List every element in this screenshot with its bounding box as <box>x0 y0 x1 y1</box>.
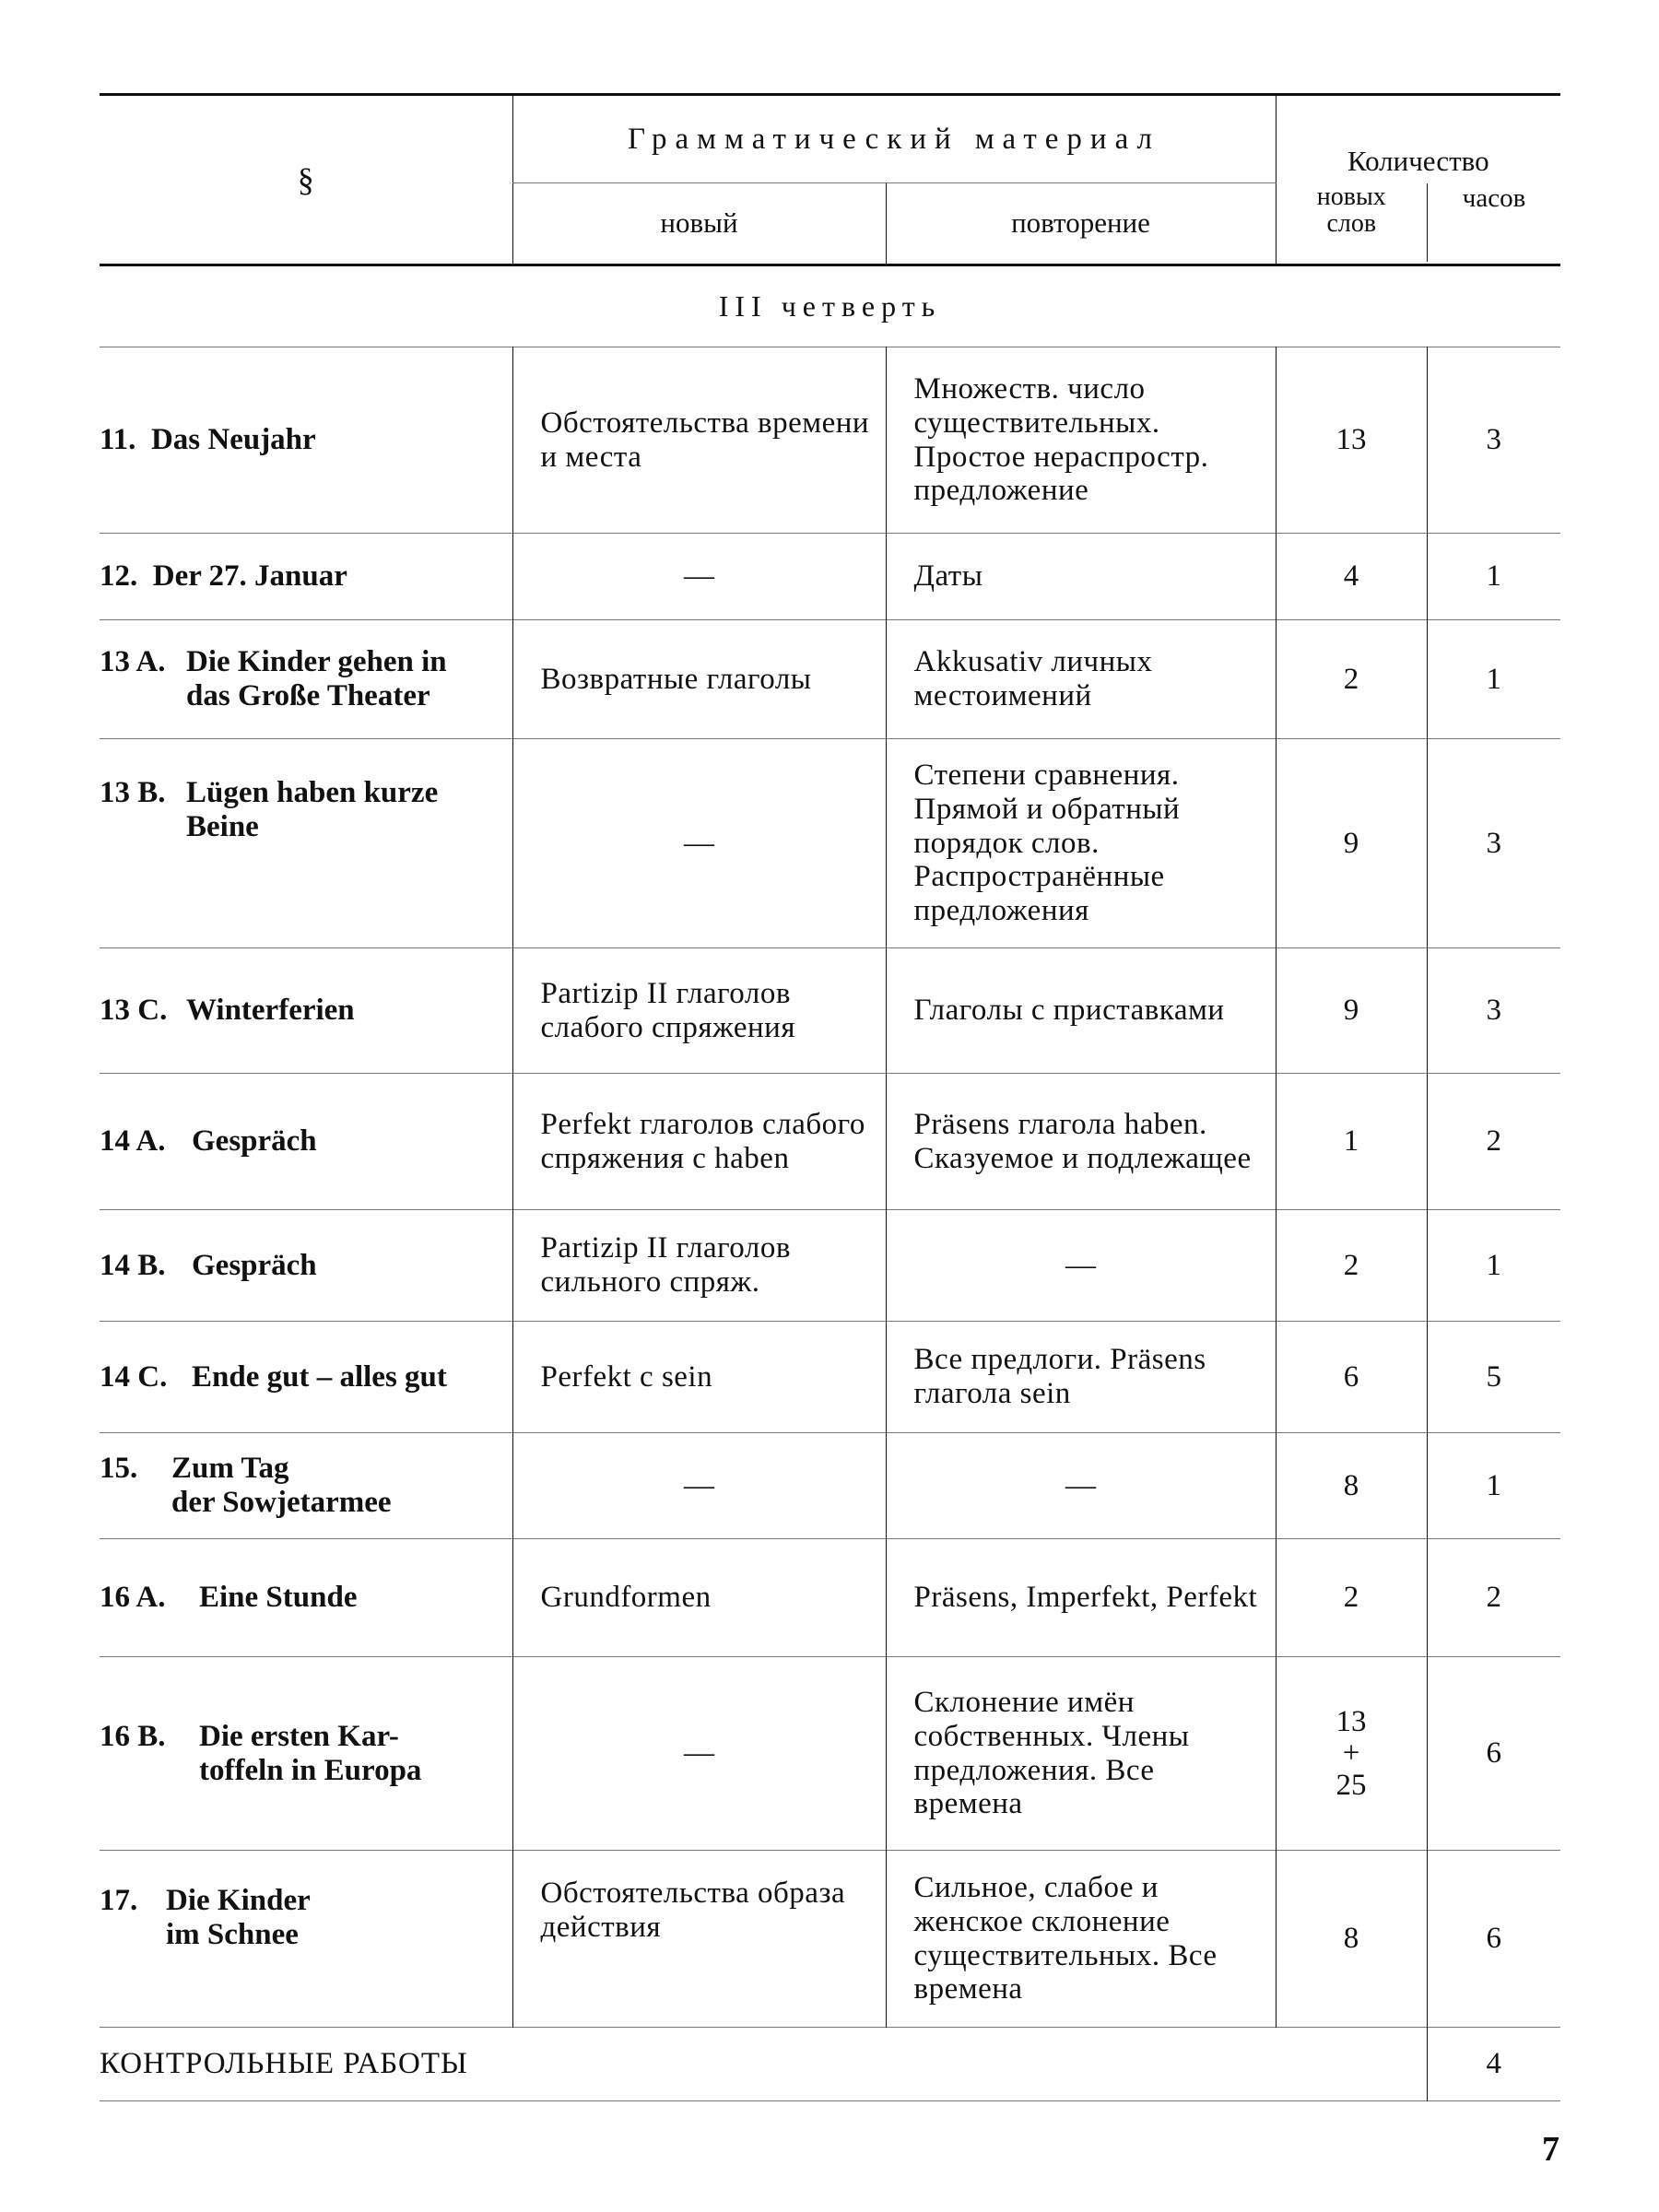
grammar-new-cell: Обстоятельства времени и места <box>512 347 886 534</box>
lesson-title-text: Lügen haben kurze <box>186 776 439 809</box>
lesson-title <box>100 739 512 948</box>
plus-sign: + <box>1342 1736 1360 1771</box>
table-row <box>100 1322 1560 1433</box>
table-row <box>100 739 1560 948</box>
new-words-a: 13 <box>1335 1704 1367 1738</box>
table-row <box>100 347 1560 534</box>
grammar-new-cell: Возвратные глаголы <box>512 620 886 739</box>
grammar-repeat-cell: Präsens, Imperfekt, Perfekt <box>886 1539 1276 1657</box>
grammar-new-cell: — <box>512 1433 886 1539</box>
lesson-title-text: Das Neujahr <box>150 423 316 457</box>
table-row <box>100 948 1560 1074</box>
new-words-cell: 6 <box>1276 1322 1427 1433</box>
grammar-new-cell: — <box>512 1657 886 1851</box>
new-words-cell: 2 <box>1276 1539 1427 1657</box>
lesson-title <box>100 1433 512 1539</box>
lesson-number: 13 A. <box>100 645 166 679</box>
lesson-number: 14 B. <box>100 1248 166 1282</box>
grammar-new-cell: Partizip II глаголов слабого спряжения <box>512 948 886 1074</box>
lesson-number: 15. <box>100 1452 138 1486</box>
hours-cell: 3 <box>1427 948 1560 1074</box>
grammar-new-cell: Grundformen <box>512 1539 886 1657</box>
grammar-repeat-cell: Все предлоги. Präsens глагола sein <box>886 1322 1276 1433</box>
grammar-new-cell: Обстоятельства образа действия <box>512 1851 886 2028</box>
new-words-cell <box>1276 1657 1427 1851</box>
lesson-title <box>100 1539 512 1657</box>
grammar-repeat-cell: Степени сравнения. Прямой и обратный порядок слов. Распространённые предложения <box>886 739 1276 948</box>
lesson-number: 14 A. <box>100 1124 166 1159</box>
hours-cell: 2 <box>1427 1074 1560 1210</box>
page-number: 7 <box>1542 2130 1559 2169</box>
new-words-cell: 2 <box>1276 1210 1427 1322</box>
table-row <box>100 1657 1560 1851</box>
lesson-title-text: Eine Stunde <box>199 1581 358 1615</box>
new-words-cell: 13 <box>1276 347 1427 534</box>
hours-cell: 3 <box>1427 347 1560 534</box>
section-symbol-header: § <box>100 95 512 265</box>
new-words-cell: 9 <box>1276 739 1427 948</box>
table-row <box>100 1851 1560 2028</box>
new-words-cell: 2 <box>1276 620 1427 739</box>
hours-cell: 6 <box>1427 1657 1560 1851</box>
hours-cell: 6 <box>1427 1851 1560 2028</box>
new-words-header: новых слов <box>1276 183 1427 265</box>
tests-hours: 4 <box>1427 2028 1560 2101</box>
grammar-new-header: новый <box>512 183 886 265</box>
table-row <box>100 1539 1560 1657</box>
quarter-label: III четверть <box>718 288 942 323</box>
table-row <box>100 1074 1560 1210</box>
grammar-new-cell: — <box>512 739 886 948</box>
lesson-title-line2: toffeln in Europa <box>199 1753 422 1787</box>
grammar-repeat-cell: — <box>886 1433 1276 1539</box>
lesson-title <box>100 948 512 1074</box>
hours-header-label: часов <box>1427 183 1560 262</box>
hours-cell: 1 <box>1427 1210 1560 1322</box>
hours-cell: 5 <box>1427 1322 1560 1433</box>
hours-header <box>1427 183 1560 265</box>
lesson-number: 16 B. <box>100 1719 166 1753</box>
hours-cell: 1 <box>1427 1433 1560 1539</box>
hours-cell: 1 <box>1427 534 1560 620</box>
grammar-repeat-cell: — <box>886 1210 1276 1322</box>
lesson-number: 12. <box>100 559 138 594</box>
grammar-repeat-cell: Даты <box>886 534 1276 620</box>
hours-cell: 2 <box>1427 1539 1560 1657</box>
lesson-number: 16 A. <box>100 1581 166 1615</box>
new-words-cell: 8 <box>1276 1433 1427 1539</box>
new-words-cell: 4 <box>1276 534 1427 620</box>
lesson-title <box>100 1074 512 1210</box>
lesson-number: 13 B. <box>100 776 166 809</box>
lesson-title <box>100 1210 512 1322</box>
lesson-title-line2: Beine <box>186 809 259 843</box>
grammar-new-cell: — <box>512 534 886 620</box>
lesson-title-text: Ende gut – alles gut <box>192 1359 447 1394</box>
lesson-title <box>100 1851 512 2028</box>
grammar-new-cell: Partizip II глаголов сильного спряж. <box>512 1210 886 1322</box>
lesson-title <box>100 347 512 534</box>
lesson-title <box>100 620 512 739</box>
lesson-title-line2: das Große Theater <box>186 679 430 712</box>
table-row <box>100 534 1560 620</box>
new-words-cell: 9 <box>1276 948 1427 1074</box>
header-row-1 <box>100 95 1560 183</box>
new-words-b: 25 <box>1335 1768 1367 1802</box>
lesson-title <box>100 534 512 620</box>
footer-row <box>100 2028 1560 2101</box>
tests-label: КОНТРОЛЬНЫЕ РАБОТЫ <box>100 2047 468 2081</box>
grammar-header: Грамматический материал <box>512 95 1276 183</box>
lesson-number: 14 C. <box>100 1359 168 1394</box>
lesson-title-line2: im Schnee <box>166 1917 299 1951</box>
quarter-row <box>100 265 1560 347</box>
new-words-cell: 8 <box>1276 1851 1427 2028</box>
lesson-title-text: Die ersten Kar- <box>199 1719 399 1753</box>
lesson-title-line2: der Sowjetarmee <box>171 1486 392 1519</box>
curriculum-table <box>100 93 1560 2101</box>
lesson-number: 13 C. <box>100 994 168 1028</box>
grammar-new-cell: Perfekt глаголов слабого спряжения с haben <box>512 1074 886 1210</box>
lesson-title-text: Zum Tag <box>171 1452 289 1486</box>
lesson-title <box>100 1657 512 1851</box>
table-row <box>100 1433 1560 1539</box>
lesson-number: 17. <box>100 1884 138 1917</box>
hours-cell: 1 <box>1427 620 1560 739</box>
lesson-title-text: Die Kinder <box>166 1884 311 1917</box>
lesson-title-text: Gespräch <box>192 1124 317 1159</box>
lesson-title-text: Winterferien <box>186 994 355 1028</box>
grammar-repeat-cell: Präsens глагола haben. Сказуемое и подлежащее <box>886 1074 1276 1210</box>
grammar-repeat-cell: Сильное, слабое и женское склонение существительных. Все времена <box>886 1851 1276 2028</box>
table-row <box>100 620 1560 739</box>
grammar-repeat-cell: Глаголы с приставками <box>886 948 1276 1074</box>
grammar-repeat-cell: Склонение имён собственных. Члены предложения. Все времена <box>886 1657 1276 1851</box>
new-words-cell: 1 <box>1276 1074 1427 1210</box>
lesson-title <box>100 1322 512 1433</box>
hours-cell: 3 <box>1427 739 1560 948</box>
quantity-header: Количество <box>1276 95 1560 183</box>
grammar-repeat-cell: Множеств. число существительных. Простое нераспростр. предложение <box>886 347 1276 534</box>
table-row <box>100 1210 1560 1322</box>
grammar-repeat-cell: Akkusativ личных местоимений <box>886 620 1276 739</box>
grammar-new-cell: Perfekt с sein <box>512 1322 886 1433</box>
lesson-title-text: Gespräch <box>192 1248 317 1282</box>
grammar-repeat-header: повторение <box>886 183 1276 265</box>
lesson-title-text: Die Kinder gehen in <box>186 645 447 679</box>
lesson-title-text: Der 27. Januar <box>152 559 347 594</box>
lesson-number: 11. <box>100 423 136 457</box>
